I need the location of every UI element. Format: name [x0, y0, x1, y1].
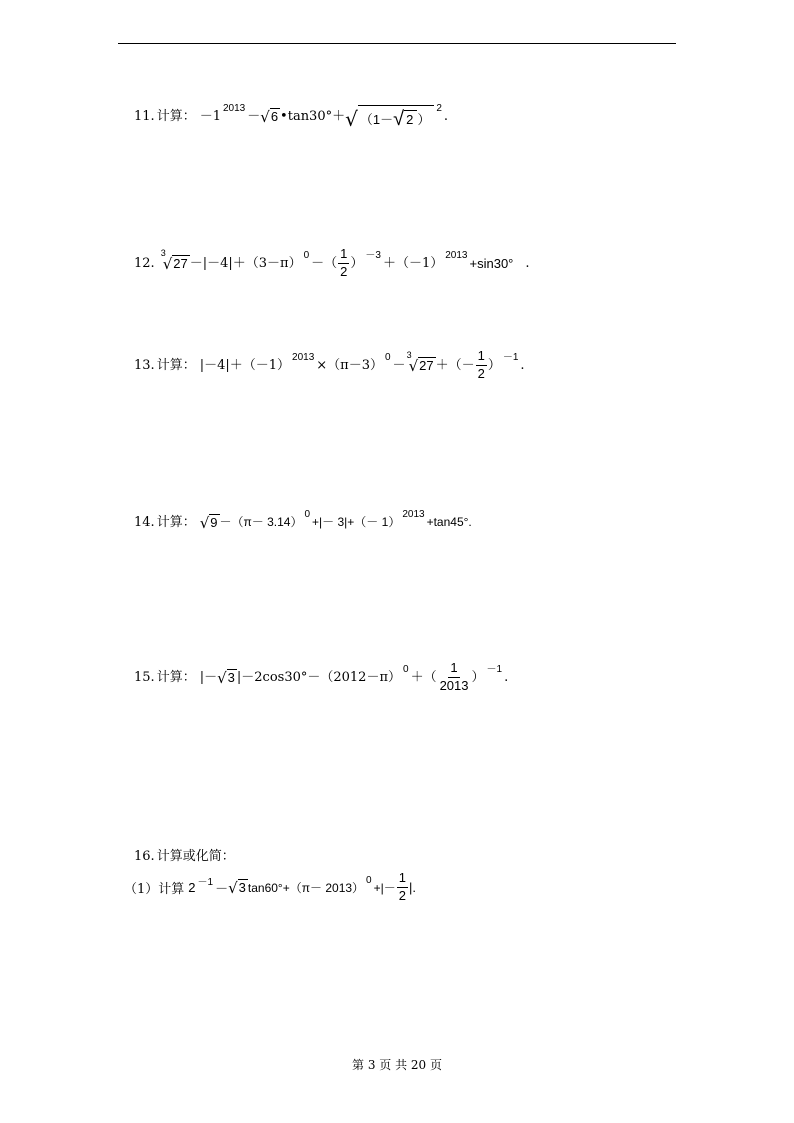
- cube-root-radical: [406, 349, 436, 376]
- math-text: ）: [417, 112, 431, 128]
- math-text: －: [247, 108, 261, 124]
- math-text: 2: [188, 879, 196, 895]
- fraction-denominator: 2013: [439, 677, 469, 693]
- problem-12: [134, 243, 530, 283]
- radical-index: 3: [406, 349, 412, 360]
- math-text: －1: [199, 108, 221, 124]
- math-text: ＋（－1）: [382, 255, 444, 271]
- math-text: －|－4|＋（3－π）: [189, 255, 302, 271]
- fraction: [476, 349, 487, 381]
- math-text: ＋（: [410, 669, 437, 685]
- fraction-denominator: 2: [398, 887, 406, 903]
- cube-root-radical: [160, 247, 190, 274]
- exponent: －3: [365, 250, 381, 261]
- problem-number: 13.: [134, 357, 155, 373]
- math-text: ＋（－: [435, 357, 475, 373]
- fraction-numerator: 1: [448, 661, 459, 677]
- radical-sign-icon: √: [217, 669, 227, 688]
- radical-sign-icon: √: [260, 108, 270, 127]
- problem-number: 16.: [134, 848, 155, 864]
- sqrt-radical: [199, 514, 220, 533]
- exponent: －1: [486, 664, 503, 675]
- radical-index: 3: [160, 247, 166, 258]
- math-text: （1－: [359, 112, 394, 128]
- problem-label: 计算：: [156, 108, 196, 124]
- page-footer: 第 3 页 共 20 页: [352, 1058, 442, 1072]
- exponent: 2013: [292, 352, 315, 363]
- exponent: 2013: [445, 250, 468, 261]
- radicand: 9: [210, 514, 218, 530]
- math-text: －（π－ 3.14）: [219, 515, 303, 529]
- radicand: 2: [404, 110, 417, 127]
- radical-sign-icon: √: [199, 514, 210, 533]
- sqrt-radical: [260, 108, 280, 127]
- radical-sign-icon: √: [228, 879, 238, 898]
- exponent: 0: [304, 509, 311, 520]
- fraction-denominator: 2: [340, 263, 348, 279]
- math-text: |－4|＋（－1）: [199, 357, 291, 373]
- radical-sign-icon: √: [162, 255, 173, 274]
- math-text: .: [443, 108, 449, 124]
- problem-label: 计算：: [156, 357, 196, 373]
- math-text: |.: [408, 879, 416, 895]
- math-text: －（: [311, 255, 338, 271]
- radicand: 27: [173, 255, 188, 271]
- exponent: －1: [502, 352, 519, 363]
- sqrt-radical-inner: [393, 108, 417, 128]
- problem-11: [134, 96, 448, 136]
- radical-sign-icon: √: [393, 107, 405, 130]
- sqrt-radical: [217, 669, 237, 688]
- fraction: [438, 661, 471, 693]
- math-text: .: [504, 669, 509, 685]
- exponent: 2013: [402, 509, 425, 520]
- sqrt-radical-outer: [345, 105, 434, 131]
- math-text: ）: [487, 357, 501, 373]
- problem-label: 计算：: [156, 669, 196, 685]
- fraction-numerator: 1: [397, 871, 408, 887]
- problem-number: 12.: [134, 255, 155, 271]
- problem-label: 计算：: [156, 514, 196, 530]
- math-text: ）: [471, 669, 485, 685]
- problem-15: [134, 657, 508, 697]
- exponent: 2: [436, 103, 442, 114]
- exponent: －1: [197, 876, 214, 888]
- math-text: +|－ 3|+（－ 1）: [312, 515, 401, 529]
- math-text: |－: [199, 669, 218, 685]
- header-rule: [118, 43, 676, 44]
- exponent: 0: [403, 664, 409, 675]
- fraction-numerator: 1: [476, 349, 487, 365]
- math-text: •tan30°＋: [280, 108, 346, 124]
- math-text: .: [520, 357, 525, 373]
- math-text: +sin30°: [469, 255, 514, 271]
- math-text: tan60°+（π－ 2013）: [247, 880, 365, 895]
- fraction-numerator: 1: [338, 247, 349, 263]
- math-text: ×（π－3）: [316, 357, 383, 373]
- problem-label: 计算或化简：: [156, 848, 235, 864]
- sub-question-label: （1）计算: [124, 881, 185, 897]
- math-text: |－2cos30°－（2012－π）: [236, 669, 401, 685]
- radicand: 3: [227, 669, 235, 685]
- math-text: +|－: [373, 880, 396, 895]
- radical-sign-icon: √: [345, 106, 358, 131]
- problem-13: [134, 345, 525, 385]
- radicand: 6: [270, 108, 279, 124]
- radicand-group: [358, 105, 434, 128]
- problem-number: 15.: [134, 669, 155, 685]
- fraction-denominator: 2: [477, 365, 485, 381]
- problem-16-part-1: [124, 867, 416, 907]
- math-text: +tan45°.: [426, 515, 472, 529]
- exponent: 0: [303, 250, 310, 261]
- exponent: 0: [384, 352, 391, 363]
- radical-sign-icon: √: [408, 357, 419, 376]
- fraction: [397, 871, 408, 903]
- radicand: 3: [238, 879, 246, 895]
- math-text: －: [215, 880, 229, 896]
- math-text: －: [392, 357, 406, 373]
- problem-number: 11.: [134, 108, 155, 124]
- sqrt-radical: [228, 879, 248, 898]
- problem-number: 14.: [134, 514, 155, 530]
- fraction: [338, 247, 349, 279]
- exponent: 0: [366, 874, 372, 886]
- math-text: .: [525, 255, 530, 271]
- math-text: ）: [350, 255, 364, 271]
- problem-14: [134, 502, 472, 542]
- radicand: 27: [419, 357, 434, 373]
- exponent: 2013: [222, 103, 246, 114]
